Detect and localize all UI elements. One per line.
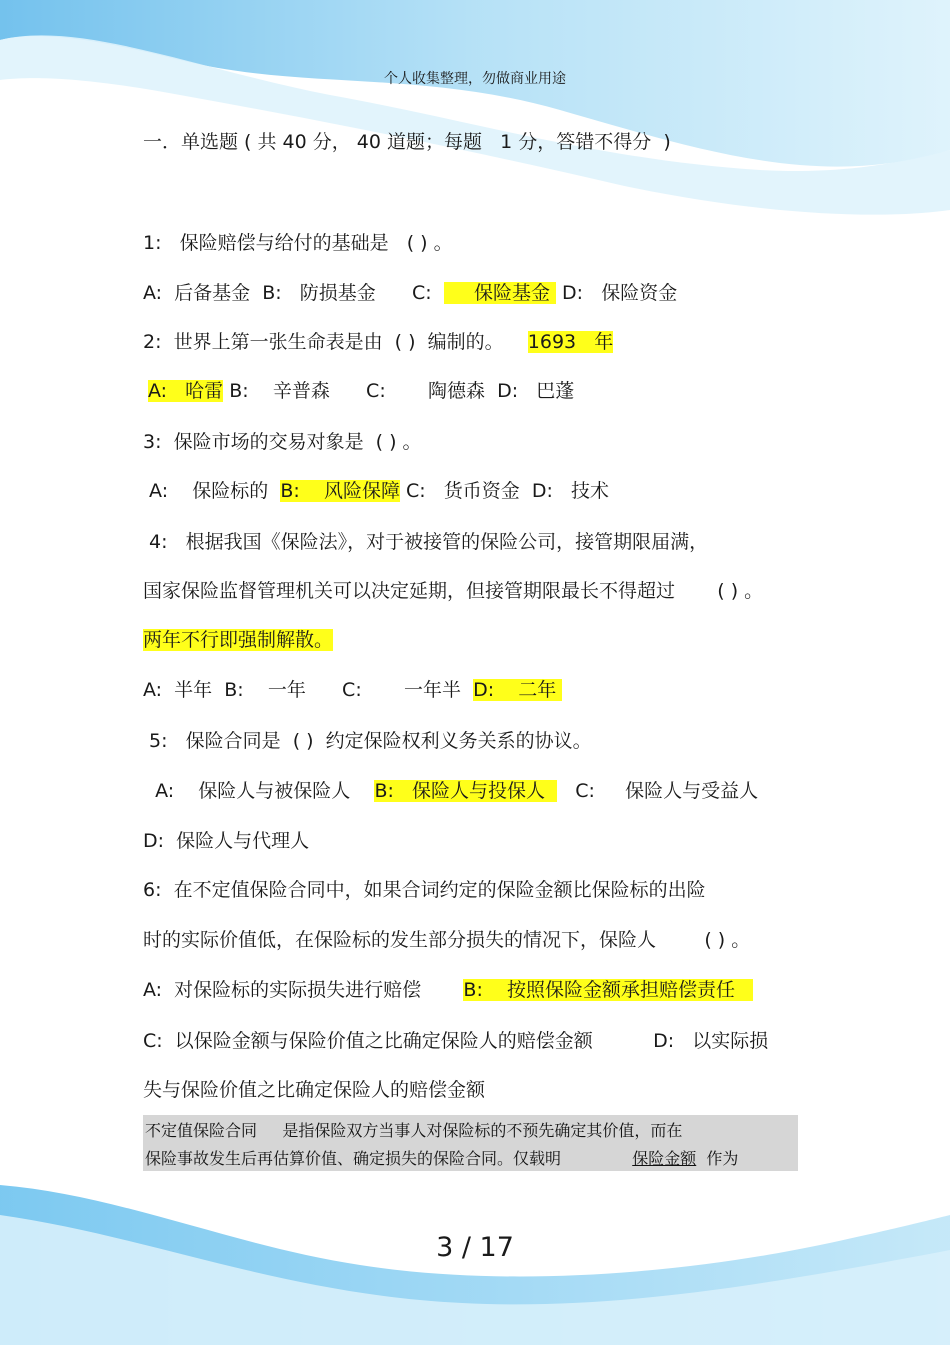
explanation-line-2-text: 保险事故发生后再估算价值、确定损失的保险合同。仅载明: [145, 1149, 633, 1168]
note-highlight-2: 1693 年: [527, 331, 614, 353]
answer-highlight-3: B: 风险保障: [280, 480, 400, 502]
explanation-line-2-rest: 作为: [696, 1149, 739, 1168]
options-1: [143, 280, 677, 306]
options-5: [143, 778, 758, 804]
question-2-text: 2: 世界上第一张生命表是由 ( ) 编制的。: [143, 331, 528, 353]
answer-highlight-6: B: 按照保险金额承担赔偿责任: [463, 979, 754, 1001]
options-6-line-3: 失与保险价值之比确定保险人的赔偿金额: [143, 1079, 486, 1101]
options-4: [143, 677, 562, 703]
section-title: 一．单选题 ( 共 40 分， 40 道题；每题 1 分，答错不得分 ): [143, 131, 671, 153]
question-2: [143, 329, 613, 355]
options-2: [148, 378, 574, 404]
answer-highlight-1: 保险基金: [443, 282, 557, 304]
options-2-rest: B: 辛普森 C: 陶德森 D: 巴蓬: [223, 380, 575, 402]
question-4-line-2: 国家保险监督管理机关可以决定延期，但接管期限最长不得超过 ( ) 。: [143, 580, 764, 602]
note-highlight-4: 两年不行即强制解散。: [143, 629, 334, 651]
options-6-line-2: C: 以保险金额与保险价值之比确定保险人的赔偿金额 D: 以实际损: [143, 1030, 769, 1052]
options-5-rest: C: 保险人与受益人: [557, 780, 759, 802]
options-6: [143, 977, 753, 1003]
note-4: [143, 627, 333, 653]
options-3: [143, 478, 609, 504]
answer-highlight-4: D: 二年: [473, 679, 563, 701]
watermark-header: 个人收集整理，勿做商业用途: [384, 71, 566, 87]
options-3-text: A: 保险标的: [143, 480, 281, 502]
answer-highlight-2: A: 哈雷: [148, 380, 224, 402]
options-5-text: A: 保险人与被保险人: [143, 780, 375, 802]
options-3-rest: C: 货币资金 D: 技术: [399, 480, 610, 502]
options-6-text: A: 对保险标的实际损失进行赔偿: [143, 979, 464, 1001]
answer-highlight-5: B: 保险人与投保人: [374, 780, 558, 802]
page-number: 3 / 17: [436, 1232, 514, 1263]
options-1-text: A: 后备基金 B: 防损基金 C:: [143, 282, 444, 304]
question-1: 1: 保险赔偿与给付的基础是 ( ) 。: [143, 232, 453, 254]
question-4-line-1: 4: 根据我国《保险法》，对于被接管的保险公司，接管期限届满，: [143, 531, 709, 553]
question-5: 5: 保险合同是 ( ) 约定保险权利义务关系的协议。: [143, 730, 592, 752]
options-5-line-2: D: 保险人与代理人: [143, 830, 310, 852]
explanation-line-2: [145, 1148, 738, 1170]
explanation-line-1: 不定值保险合同 是指保险双方当事人对保险标的不预先确定其价值，而在: [145, 1121, 683, 1140]
options-4-text: A: 半年 B: 一年 C: 一年半: [143, 679, 474, 701]
explanation-underlined-term: 保险金额: [632, 1149, 697, 1168]
question-6-line-2: 时的实际价值低，在保险标的发生部分损失的情况下，保险人 ( ) 。: [143, 929, 751, 951]
options-1-rest: D: 保险资金: [556, 282, 678, 304]
question-6-line-1: 6: 在不定值保险合同中，如果合词约定的保险金额比保险标的出险: [143, 879, 706, 901]
question-3: 3: 保险市场的交易对象是 ( ) 。: [143, 431, 422, 453]
